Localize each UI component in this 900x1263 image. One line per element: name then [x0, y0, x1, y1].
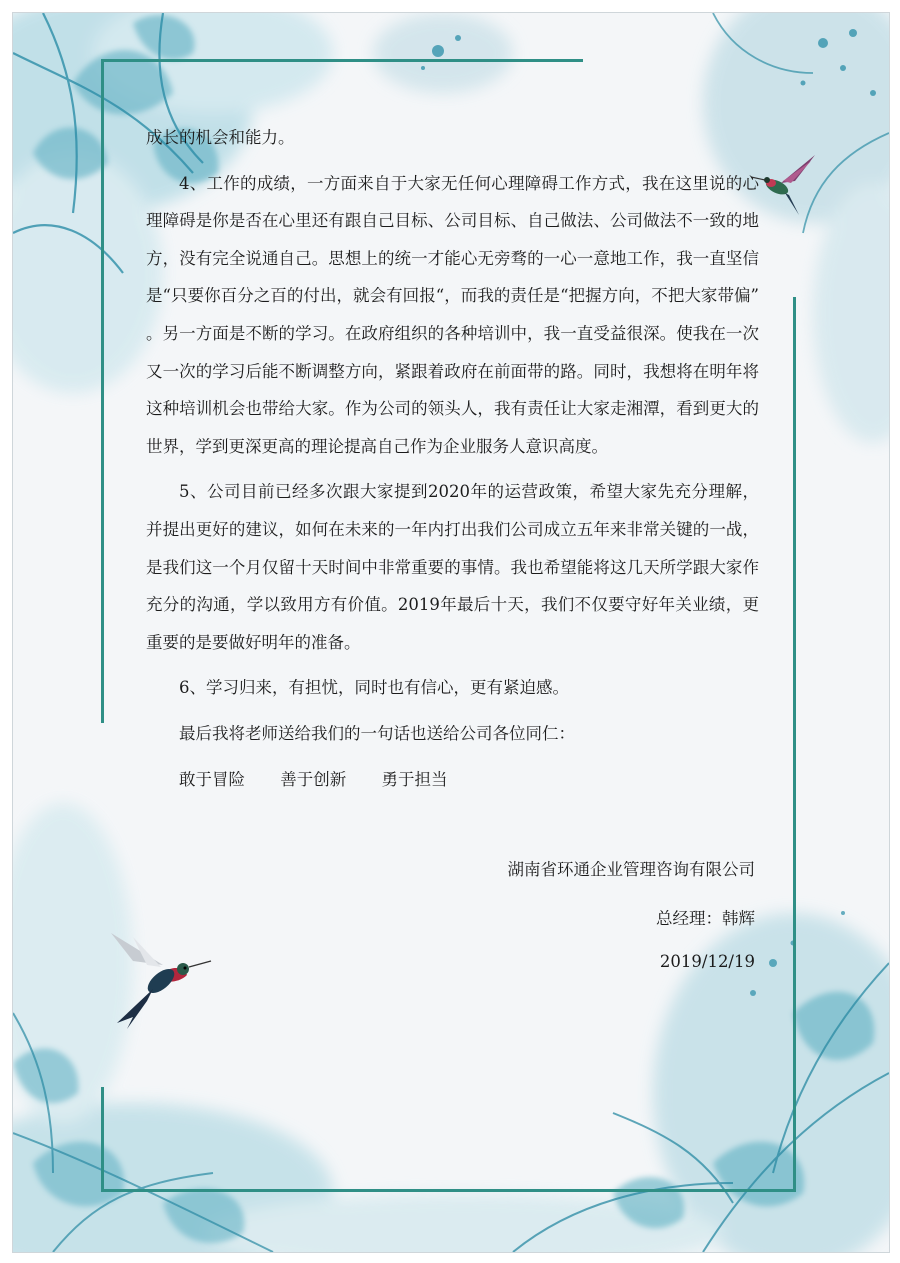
motto-item: 善于创新 [280, 769, 347, 789]
letter-date: 2019/12/19 [659, 952, 755, 971]
paragraph-4: 4、工作的成绩，一方面来自于大家无任何心理障碍工作方式，我在这里说的心理障碍是你是否在心里还有跟自己目标、公司目标、自己做法、公司做法不一致的地方，没有完全说通自己。思想上的统一才能心无旁骛的一心一意地工作，我一直坚信是“只要你百分之百的付出，就会有回报“，而我的责任是“把握方向，不把大家带偏” 。另一方面是不断的学习。在政府组织的各种培训中，我一直受益很深。使我在一次又一次的学习后能不断调整方向，紧跟着政府在前面带的路。同时，我想将在明年将这种培训机会也带给大家。作为公司的领头人，我有责任让大家走湘潭，看到更大的世界，学到更深更高的理论提高自己作为企业服务人意识高度。 [146, 173, 759, 456]
hummingbird-icon [751, 153, 819, 217]
closing-intro: 最后我将老师送给我们的一句话也送给公司各位同仁： [179, 723, 575, 743]
signer-name: 总经理：韩辉 [656, 909, 755, 928]
letter-body [146, 119, 759, 806]
frame-bottom-line [101, 1189, 796, 1192]
motto-item: 勇于担当 [381, 769, 448, 789]
frame-left-line-upper [101, 59, 104, 723]
continuation-text: 成长的机会和能力。 [146, 128, 295, 147]
frame-right-line [793, 297, 796, 1191]
letter-paper [12, 12, 890, 1253]
paragraph-5: 5、公司目前已经多次跟大家提到2020年的运营政策，希望大家先充分理解，并提出更好的建议，如何在未来的一年内打出我们公司成立五年来非常关键的一战，是我们这一个月仅留十天时间中非常重要的事情。我也希望能将这几天所学跟大家作充分的沟通，学以致用方有价值。2019年最后十天，我们不仅要守好年关业绩，更重要的是要做好明年的准备。 [146, 482, 759, 652]
motto-item: 敢于冒险 [179, 769, 245, 789]
mottos-line [146, 761, 759, 799]
paragraph-6: 6、学习归来，有担忧，同时也有信心，更有紧迫感。 [179, 678, 569, 698]
company-name: 湖南省环通企业管理咨询有限公司 [507, 860, 755, 879]
frame-left-line-lower [101, 1087, 104, 1191]
hummingbird-icon [103, 931, 213, 1031]
frame-top-line [101, 59, 583, 62]
